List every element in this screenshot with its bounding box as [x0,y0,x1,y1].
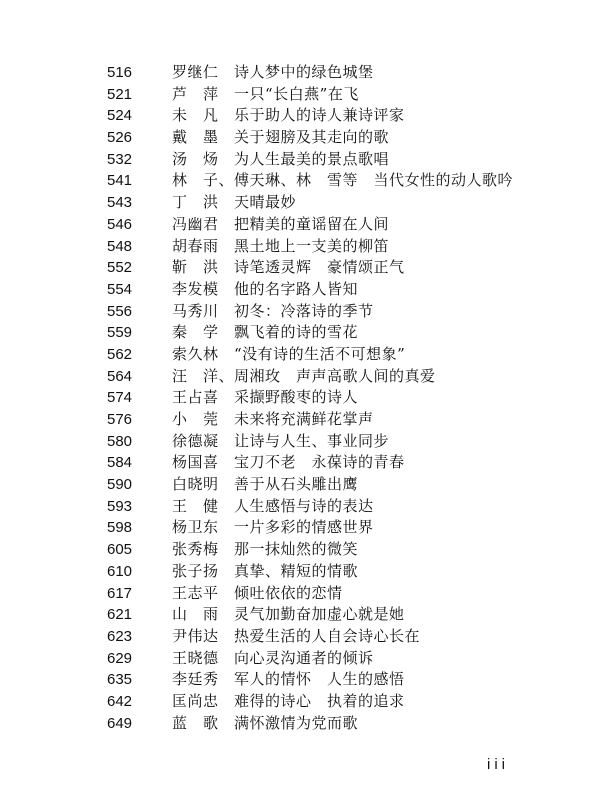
toc-entry [0,561,600,583]
toc-page-number: 642 [107,692,133,710]
toc-entry-title: 未 凡 乐于助人的诗人兼诗评家 [172,106,405,125]
table-of-contents [0,62,600,734]
toc-entry-title: 王 健 人生感悟与诗的表达 [172,496,374,515]
toc-entry-title: 汤 炀 为人生最美的景点歌唱 [172,149,390,168]
toc-page-number: 562 [107,345,133,363]
toc-entry-title: 靳 洪 诗笔透灵辉 豪情颂正气 [172,258,405,277]
toc-entry-title: 冯幽君 把精美的童谣留在人间 [172,214,390,233]
toc-page-number: 584 [107,454,133,472]
toc-entry [0,214,600,236]
toc-page-number: 605 [107,541,133,559]
toc-entry [0,583,600,605]
toc-entry-title: 白晓明 善于从石头雕出鹰 [172,475,359,494]
toc-page-number: 617 [107,584,133,602]
toc-entry [0,409,600,431]
toc-page-number: 532 [107,150,133,168]
toc-entry [0,105,600,127]
toc-entry [0,257,600,279]
toc-entry [0,669,600,691]
toc-entry-title: 山 雨 灵气加勤奋加虚心就是她 [172,605,405,624]
toc-entry-title: 王晓德 向心灵沟通者的倾诉 [172,648,374,667]
toc-entry [0,496,600,518]
toc-entry-title: 杨国喜 宝刀不老 永葆诗的青春 [172,453,405,472]
toc-entry-title: 马秀川 初冬：冷落诗的季节 [172,301,374,320]
toc-entry [0,713,600,735]
toc-page-number: 543 [107,194,133,212]
toc-page-number: 546 [107,215,133,233]
toc-entry [0,149,600,171]
toc-page-number: 516 [107,64,133,81]
toc-entry-title: 林 子、傅天琳、林 雪等 当代女性的动人歌吟 [172,171,514,190]
toc-page-number: 559 [107,324,133,342]
toc-page-number: 564 [107,367,133,385]
toc-page-number: 629 [107,649,133,667]
toc-entry [0,452,600,474]
toc-entry [0,344,600,366]
toc-entry [0,366,600,388]
toc-page-number: 574 [107,389,133,407]
toc-entry [0,192,600,214]
toc-entry [0,474,600,496]
toc-page-number: 649 [107,714,133,732]
toc-entry [0,431,600,453]
toc-page-number: 524 [107,107,133,125]
toc-entry [0,84,600,106]
toc-page-number: 552 [107,259,133,277]
toc-entry-title: 秦 学 飘飞着的诗的雪花 [172,323,359,342]
toc-page-number: 576 [107,411,133,428]
toc-entry-title: 戴 墨 关于翅膀及其走向的歌 [172,128,390,147]
toc-entry [0,387,600,409]
toc-entry-title: 尹伟达 热爱生活的人自会诗心长在 [172,626,421,645]
toc-entry [0,539,600,561]
toc-entry [0,517,600,539]
toc-page-number: 610 [107,562,133,580]
toc-entry-title: 胡春雨 黑土地上一支美的柳笛 [172,236,390,255]
toc-page-number: 548 [107,237,133,255]
toc-entry-title: 匡尚忠 难得的诗心 执着的追求 [172,691,405,710]
toc-entry-title: 徐德凝 让诗与人生、事业同步 [172,431,390,450]
toc-entry [0,322,600,344]
toc-entry [0,170,600,192]
toc-page-number: 623 [107,627,133,645]
toc-entry [0,604,600,626]
toc-entry [0,626,600,648]
toc-entry-title: 芦 萍 一只“长白燕”在飞 [172,84,359,103]
toc-entry-title: 李廷秀 军人的情怀 人生的感悟 [172,670,405,689]
toc-entry-title: 汪 洋、周湘玫 声声高歌人间的真爱 [172,366,436,385]
toc-entry [0,236,600,258]
toc-page-number: 590 [107,476,133,494]
toc-entry-title: 罗继仁 诗人梦中的绿色城堡 [172,63,374,81]
toc-page-number: 554 [107,280,133,298]
toc-entry-title: 蓝 歌 满怀激情为党而歌 [172,713,359,732]
toc-entry-title: 王占喜 采撷野酸枣的诗人 [172,388,359,407]
toc-entry [0,279,600,301]
toc-page-number: 593 [107,497,133,515]
toc-entry-title: 丁 洪 天晴最妙 [172,193,297,212]
toc-page-number: 580 [107,432,133,450]
toc-page-number: 541 [107,172,133,190]
toc-entry [0,691,600,713]
toc-entry-title: 索久林 “没有诗的生活不可想象” [172,344,406,363]
toc-page-number: 598 [107,519,133,537]
toc-page-number: 526 [107,129,133,147]
toc-page-number: 635 [107,671,133,689]
toc-entry-title: 杨卫东 一片多彩的情感世界 [172,518,374,537]
toc-entry [0,301,600,323]
toc-entry [0,648,600,670]
toc-entry-title: 张秀梅 那一抹灿然的微笑 [172,540,359,559]
toc-page-number: 521 [107,85,133,103]
toc-entry [0,62,600,84]
toc-page-number: 556 [107,302,133,320]
page-folio: iii [487,756,509,773]
toc-entry-title: 王志平 倾吐依依的恋情 [172,583,343,602]
toc-entry-title: 李发模 他的名字路人皆知 [172,279,359,298]
toc-entry [0,127,600,149]
toc-page-number: 621 [107,606,133,624]
toc-entry-title: 小 莞 未来将充满鲜花掌声 [172,410,374,428]
toc-entry-title: 张子扬 真挚、精短的情歌 [172,561,359,580]
